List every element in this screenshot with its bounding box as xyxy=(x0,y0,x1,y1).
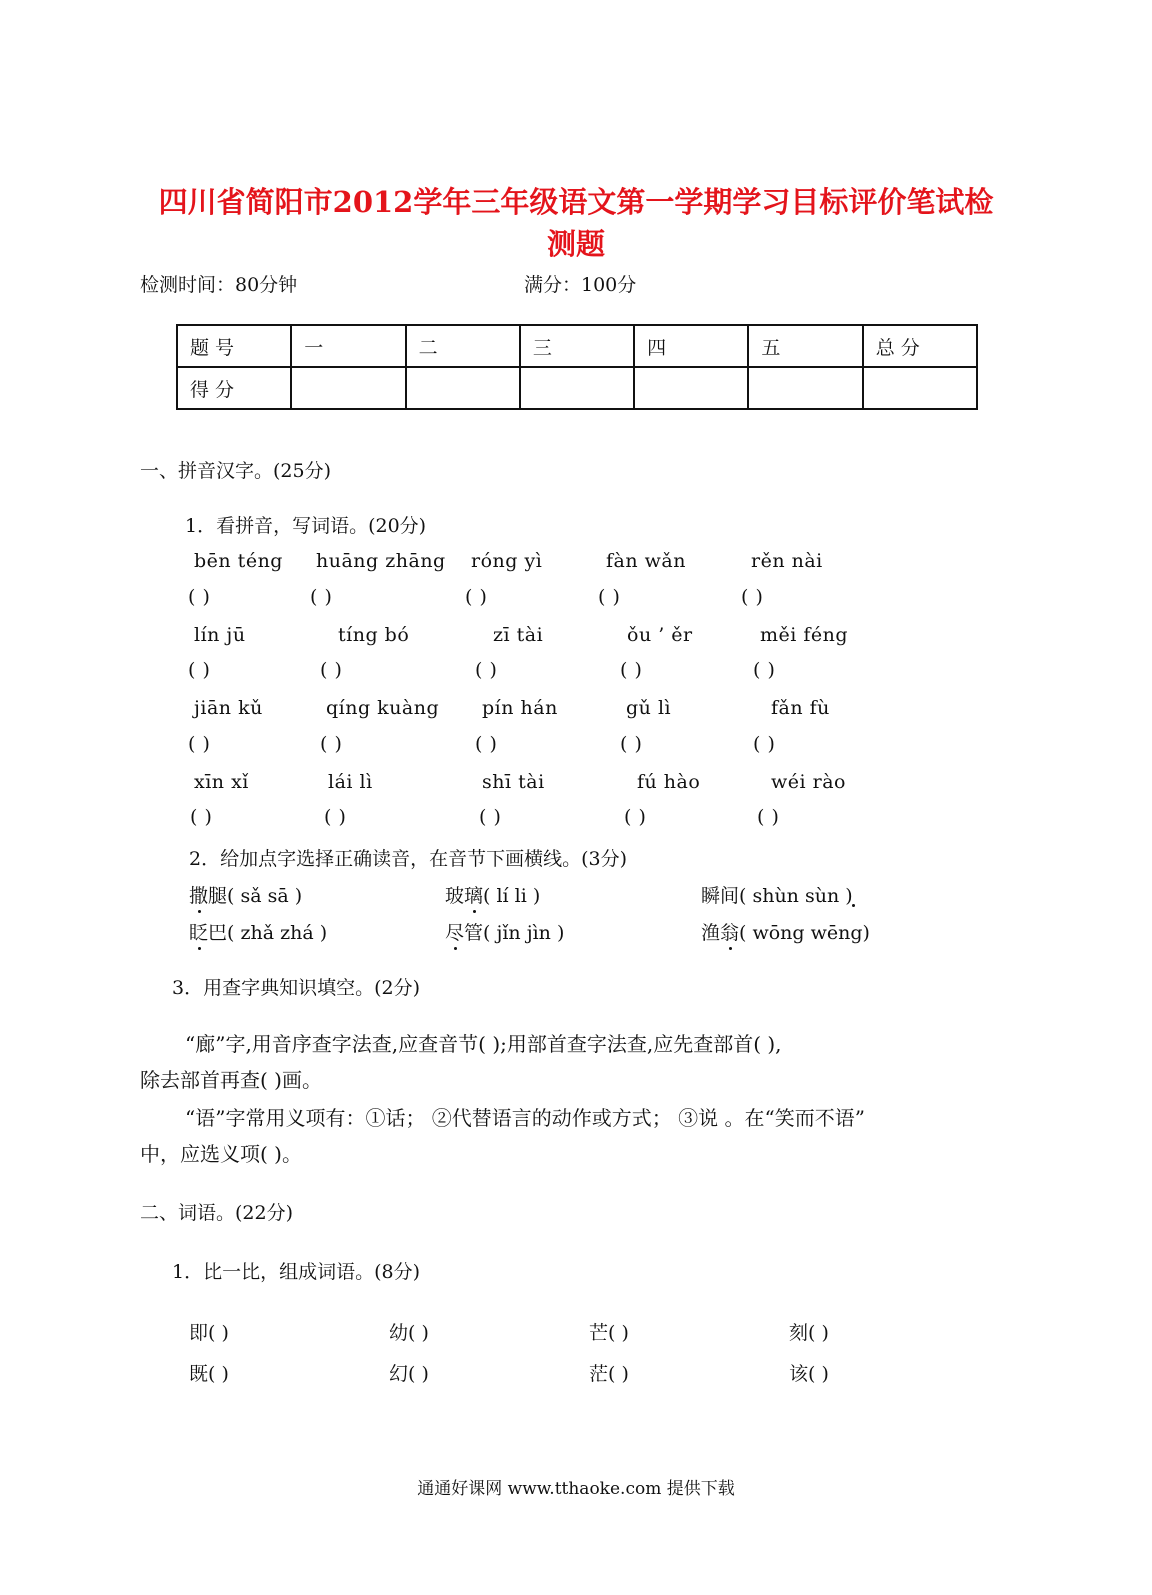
compare-item[interactable]: 幼( ) xyxy=(389,1322,429,1344)
item-post: ( lí li ) xyxy=(483,885,541,907)
item-post: 巴( zhǎ zhá ) xyxy=(208,922,328,944)
dotted-char: 撒 xyxy=(189,881,208,908)
score-cell: 二 xyxy=(406,325,520,367)
score-cell: 总 分 xyxy=(863,325,977,367)
answer-blank[interactable]: ( ) xyxy=(624,806,647,828)
dotted-char: 翁 xyxy=(720,918,739,945)
score-blank-cell[interactable] xyxy=(520,367,634,409)
pinyin-item: qíng kuàng xyxy=(326,697,440,719)
pinyin-item: rěn nài xyxy=(751,550,823,572)
reading-item[interactable] xyxy=(701,918,870,945)
pinyin-item: lín jū xyxy=(194,624,246,646)
dotted-char: 璃 xyxy=(464,881,483,908)
page-footer: 通通好课网 www.tthaoke.com 提供下载 xyxy=(417,1479,735,1499)
s2-q1-title: 1．比一比，组成词语。(8分) xyxy=(172,1261,421,1283)
pinyin-item: bēn téng xyxy=(194,550,283,572)
score-blank-cell[interactable] xyxy=(634,367,748,409)
score-table-header-row xyxy=(177,325,977,367)
pinyin-item: huāng zhāng xyxy=(316,550,446,572)
compare-item[interactable]: 芒( ) xyxy=(589,1322,629,1344)
pinyin-item: zī tài xyxy=(493,624,544,646)
section2-title: 二、词语。(22分) xyxy=(140,1202,294,1224)
pinyin-item: gǔ lì xyxy=(626,697,672,719)
answer-blank[interactable]: ( ) xyxy=(598,586,621,608)
compare-item[interactable]: 即( ) xyxy=(189,1322,229,1344)
reading-item[interactable] xyxy=(445,881,540,908)
item-post: 腿( sǎ sā ) xyxy=(208,885,303,907)
pinyin-item: wéi rào xyxy=(771,771,846,793)
item-pre: 玻 xyxy=(445,885,465,907)
score-blank-cell[interactable] xyxy=(406,367,520,409)
dotted-char: 尽 xyxy=(445,918,464,945)
pinyin-item: fàn wǎn xyxy=(606,550,686,572)
pinyin-item: róng yì xyxy=(471,550,543,572)
q3-paragraph2-line2: 中，应选义项( )。 xyxy=(140,1142,302,1166)
compare-item[interactable]: 刻( ) xyxy=(789,1322,829,1344)
reading-item[interactable] xyxy=(701,881,853,908)
answer-blank[interactable]: ( ) xyxy=(753,659,776,681)
score-cell: 四 xyxy=(634,325,748,367)
answer-blank[interactable]: ( ) xyxy=(324,806,347,828)
score-cell: 得 分 xyxy=(177,367,291,409)
reading-item[interactable] xyxy=(189,881,302,908)
pinyin-item: shī tài xyxy=(482,771,545,793)
answer-blank[interactable]: ( ) xyxy=(188,586,211,608)
score-blank-cell[interactable] xyxy=(748,367,862,409)
answer-blank[interactable]: ( ) xyxy=(741,586,764,608)
answer-blank[interactable]: ( ) xyxy=(753,733,776,755)
pinyin-item: fú hào xyxy=(637,771,701,793)
score-blank-cell[interactable] xyxy=(863,367,977,409)
exam-time: 检测时间：80分钟 xyxy=(140,274,298,296)
answer-blank[interactable]: ( ) xyxy=(479,806,502,828)
answer-blank[interactable]: ( ) xyxy=(465,586,488,608)
compare-item[interactable]: 该( ) xyxy=(789,1363,829,1385)
score-cell: 一 xyxy=(291,325,405,367)
item-post: 管( jǐn jìn ) xyxy=(464,922,565,944)
answer-blank[interactable]: ( ) xyxy=(190,806,213,828)
dotted-char: 眨 xyxy=(189,918,208,945)
q3-paragraph1-line2: 除去部首再查( )画。 xyxy=(140,1068,322,1092)
item-post: ( wōng wēng) xyxy=(739,922,870,944)
pinyin-item: lái lì xyxy=(328,771,373,793)
pinyin-item: fǎn fù xyxy=(771,697,830,719)
pinyin-item: jiān kǔ xyxy=(194,697,263,719)
doc-title-line2: 测题 xyxy=(546,227,605,261)
pinyin-item: xīn xǐ xyxy=(194,771,249,793)
answer-blank[interactable]: ( ) xyxy=(475,659,498,681)
answer-blank[interactable]: ( ) xyxy=(310,586,333,608)
answer-blank[interactable]: ( ) xyxy=(320,733,343,755)
score-cell: 三 xyxy=(520,325,634,367)
pinyin-item: tíng bó xyxy=(338,624,410,646)
answer-blank[interactable]: ( ) xyxy=(620,733,643,755)
q3-paragraph1-line1: “廊”字,用音序查字法查,应查音节( );用部首查字法查,应先查部首( ), xyxy=(185,1032,782,1056)
doc-title-line1: 四川省简阳市2012学年三年级语文第一学期学习目标评价笔试检 xyxy=(158,185,994,219)
score-table-score-row xyxy=(177,367,977,409)
q1-title: 1．看拼音，写词语。(20分) xyxy=(185,515,427,537)
answer-blank[interactable]: ( ) xyxy=(320,659,343,681)
reading-item[interactable] xyxy=(189,918,327,945)
q2-title: 2．给加点字选择正确读音，在音节下画横线。(3分) xyxy=(189,848,628,870)
answer-blank[interactable]: ( ) xyxy=(757,806,780,828)
answer-blank[interactable]: ( ) xyxy=(188,733,211,755)
compare-item[interactable]: 茫( ) xyxy=(589,1363,629,1385)
section1-title: 一、拼音汉字。(25分) xyxy=(140,460,332,482)
compare-item[interactable]: 幻( ) xyxy=(389,1363,429,1385)
full-score: 满分：100分 xyxy=(524,274,637,296)
q3-title: 3．用查字典知识填空。(2分) xyxy=(172,977,421,999)
answer-blank[interactable]: ( ) xyxy=(475,733,498,755)
answer-blank[interactable]: ( ) xyxy=(188,659,211,681)
score-table xyxy=(176,324,978,410)
item-pre: 瞬间( shùn sùn ) xyxy=(701,885,853,907)
score-cell: 题 号 xyxy=(177,325,291,367)
item-pre: 渔 xyxy=(701,922,721,944)
q3-paragraph2-line1: “语”字常用义项有：①话； ②代替语言的动作或方式； ③说 。在“笑而不语” xyxy=(185,1106,865,1130)
pinyin-item: měi féng xyxy=(760,624,849,646)
compare-item[interactable]: 既( ) xyxy=(189,1363,229,1385)
score-cell: 五 xyxy=(748,325,862,367)
pinyin-item: ǒu ’ ěr xyxy=(627,624,693,646)
answer-blank[interactable]: ( ) xyxy=(620,659,643,681)
score-blank-cell[interactable] xyxy=(291,367,405,409)
pinyin-item: pín hán xyxy=(482,697,558,719)
reading-item[interactable] xyxy=(445,918,564,945)
